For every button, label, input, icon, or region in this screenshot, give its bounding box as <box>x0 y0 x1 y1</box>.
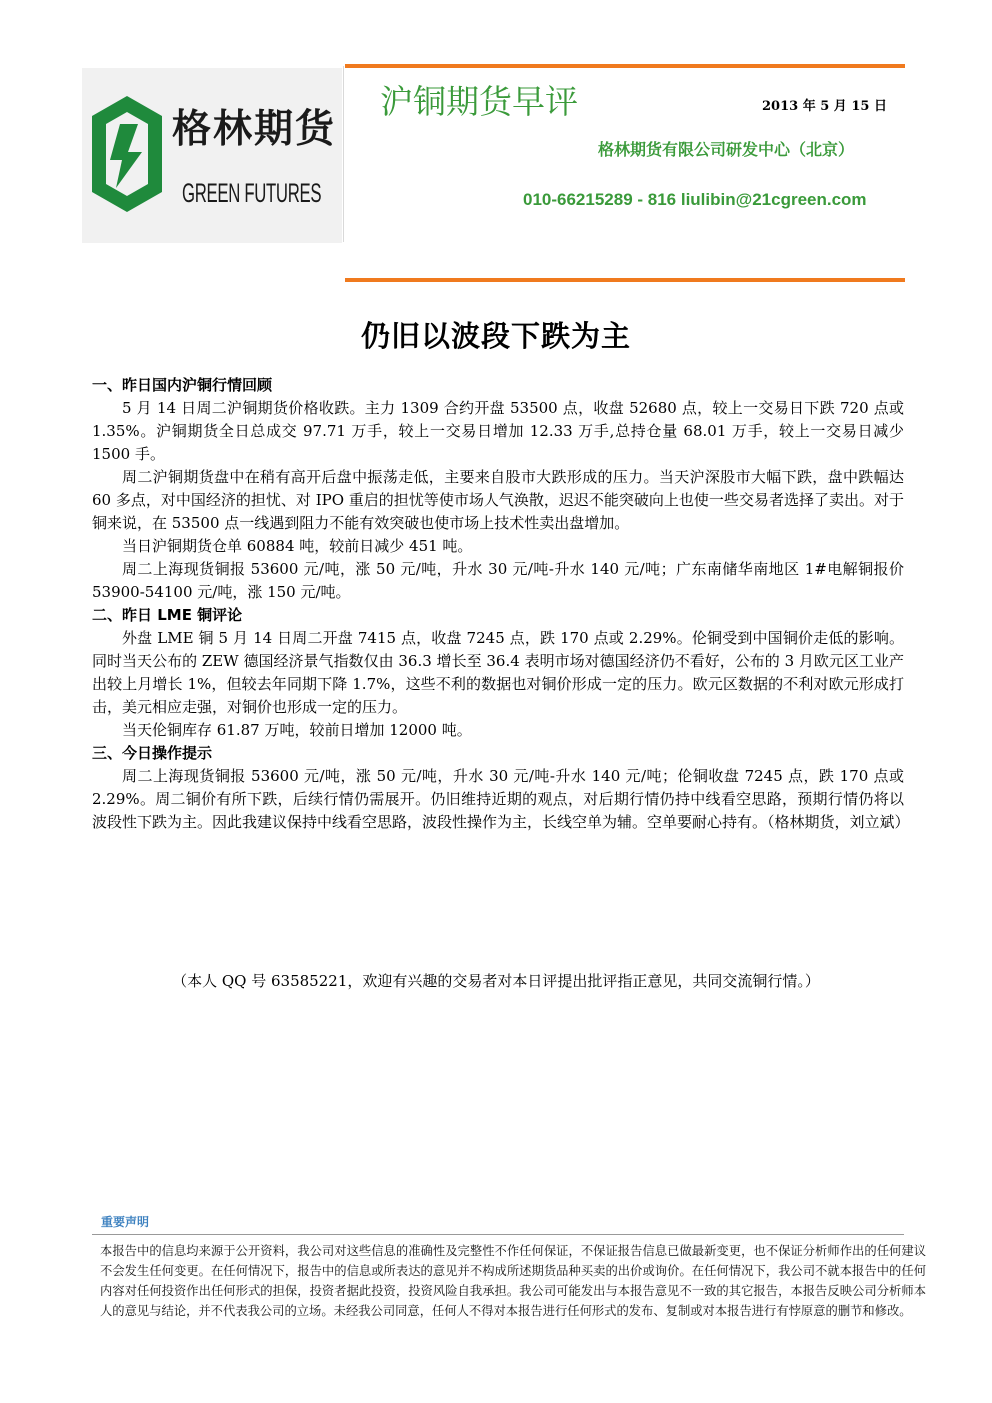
contact-info: 010-66215289 - 816 liulibin@21cgreen.com <box>523 190 867 209</box>
logo-chinese-text: 格林期货 <box>172 107 337 152</box>
header-bottom-rule <box>345 278 905 282</box>
disclaimer-text: 本报告中的信息均来源于公开资料，我公司对这些信息的准确性及完整性不作任何保证，不保证报告信息已做最新变更，也不保证分析师作出的任何建议不会发生任何变更。在任何情况下，报告中的信息或所表达的意见并不构成所述期货品种买卖的出价或询价。在任何情况下，我公司不就本报告中的任何内容对任何投资作出任何形式的担保，投资者据此投资，投资风险自我承担。我公司可能发出与本报告意见不一致的其它报告，本报告反映公司分析师本人的意见与结论，并不代表我公司的立场。未经我公司同意，任何人不得对本报告进行任何形式的发布、复制或对本报告进行有悖原意的删节和修改。 <box>100 1244 926 1318</box>
paragraph: 当天伦铜库存 61.87 万吨，较前日增加 12000 吨。 <box>122 721 472 739</box>
article-headline: 仍旧以波段下跌为主 <box>360 319 631 353</box>
paragraph: 周二沪铜期货盘中在稍有高开后盘中振荡走低，主要来自股市大跌形成的压力。当天沪深股市大幅下跌，盘中跌幅达 60 多点，对中国经济的担忧、对 IPO 重启的担忧等使市场人气涣散，迟迟不能突破向上也使一些交易者选择了卖出。对于铜来说，在 53500 点一线遇到阻力不能有效突破也使市场上技术性卖出盘增加。 <box>92 468 904 532</box>
disclaimer-divider <box>92 1234 904 1235</box>
author-qq-note: （本人 QQ 号 63585221，欢迎有兴趣的交易者对本日评提出批评指正意见，共同交流铜行情。） <box>172 972 820 990</box>
paragraph: 周二上海现货铜报 53600 元/吨，涨 50 元/吨，升水 30 元/吨-升水 140 元/吨；伦铜收盘 7245 点，跌 170 点或 2.29%。周二铜价有所下跌，后续行情仍需展开。仍旧维持近期的观点，对后期行情仍持中线看空思路，预期行情仍将以波段性下跌为主。因此我建议保持中线看空思路，波段性操作为主，长线空单为辅。空单要耐心持有。（格林期货，刘立斌） <box>92 767 910 831</box>
header-divider <box>343 66 344 242</box>
report-title: 沪铜期货早评 <box>380 82 578 121</box>
section-heading: 二、昨日 LME 铜评论 <box>92 606 243 624</box>
paragraph: 5 月 14 日周二沪铜期货价格收跌。主力 1309 合约开盘 53500 点，收盘 52680 点，较上一交易日下跌 720 点或 1.35%。沪铜期货全日总成交 97.71 万手，较上一交易日增加 12.33 万手,总持仓量 68.01 万手，较上一交易日减少 1500 手。 <box>92 399 904 463</box>
disclaimer-title: 重要声明 <box>101 1215 150 1229</box>
section-heading: 一、昨日国内沪铜行情回顾 <box>92 376 273 394</box>
paragraph: 周二上海现货铜报 53600 元/吨，涨 50 元/吨，升水 30 元/吨-升水 140 元/吨；广东南储华南地区 1#电解铜报价 53900-54100 元/吨，涨 150 元/吨。 <box>92 560 904 601</box>
department-name: 格林期货有限公司研发中心（北京） <box>598 140 855 159</box>
paragraph: 外盘 LME 铜 5 月 14 日周二开盘 7415 点，收盘 7245 点，跌 170 点或 2.29%。伦铜受到中国铜价走低的影响。同时当天公布的 ZEW 德国经济景气指数仅由 36.3 增长至 36.4 表明市场对德国经济仍不看好，公布的 3 月欧元区工业产出较上月增长 1%，但较去年同期下降 1.7%，这些不利的数据也对铜价形成一定的压力。欧元区数据的不利对欧元形成打击，美元相应走强，对铜价也形成一定的压力。 <box>92 629 904 716</box>
company-logo <box>82 68 342 243</box>
article-body <box>92 374 910 834</box>
report-date: 2013 年 5 月 15 日 <box>762 99 887 114</box>
section-heading: 三、今日操作提示 <box>92 744 213 762</box>
header-top-rule <box>345 64 905 68</box>
green-futures-logo-icon <box>90 94 164 214</box>
logo-english-text: GREEN FUTURES <box>182 178 322 208</box>
paragraph: 当日沪铜期货仓单 60884 吨，较前日减少 451 吨。 <box>122 537 473 555</box>
